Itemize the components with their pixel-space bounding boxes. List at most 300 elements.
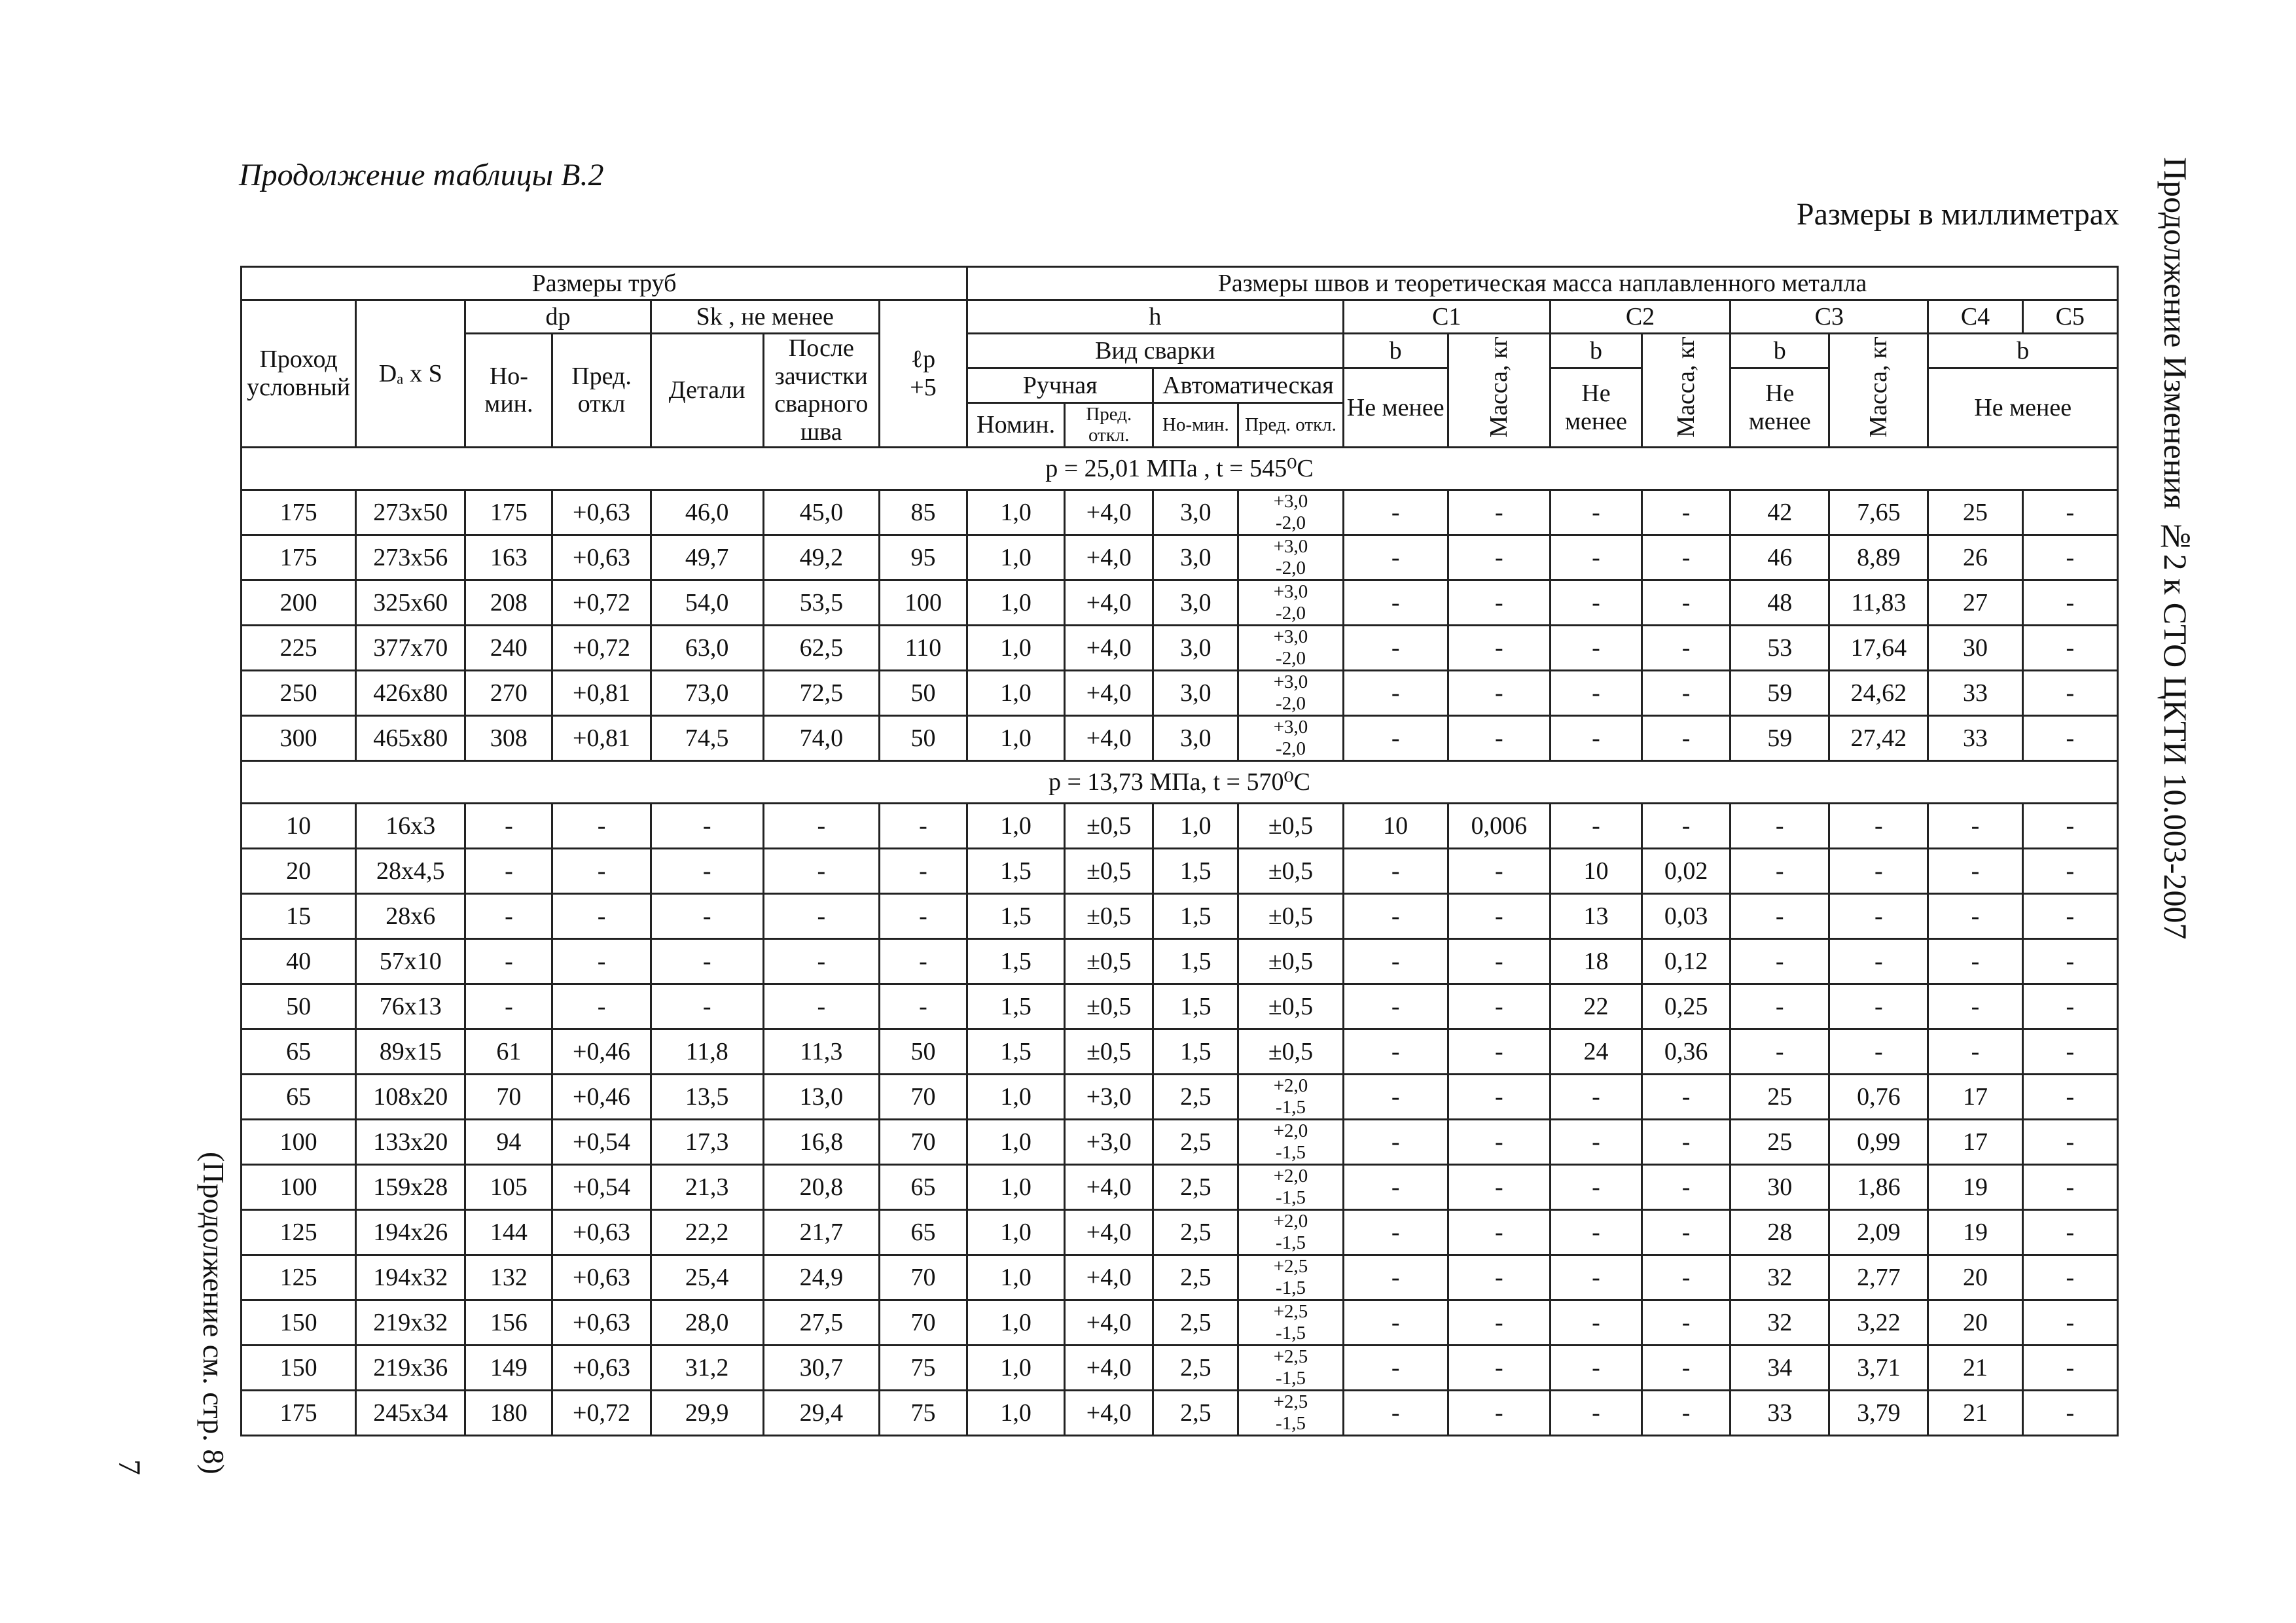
table-cell: 0,006 bbox=[1448, 803, 1550, 848]
table-cell: 273x56 bbox=[356, 535, 465, 580]
table-cell: 20 bbox=[1928, 1300, 2022, 1345]
auto-tolerance-cell bbox=[1238, 1255, 1343, 1300]
header-lp-tol: +5 bbox=[910, 373, 937, 401]
table-cell: 17 bbox=[1928, 1119, 2022, 1164]
table-cell: 1,0 bbox=[967, 1255, 1065, 1300]
table-cell: 1,0 bbox=[967, 1390, 1065, 1435]
table-cell: 30,7 bbox=[763, 1345, 879, 1390]
table-cell: 32 bbox=[1731, 1255, 1829, 1300]
table-cell: 1,0 bbox=[967, 715, 1065, 760]
table-cell: - bbox=[1343, 670, 1448, 715]
table-cell: 72,5 bbox=[763, 670, 879, 715]
table-cell: 144 bbox=[465, 1209, 552, 1255]
page-number: 7 bbox=[112, 1459, 147, 1475]
table-cell: +0,72 bbox=[552, 580, 651, 625]
table-cell: - bbox=[1550, 1345, 1641, 1390]
table-cell: 30 bbox=[1731, 1164, 1829, 1209]
table-cell: - bbox=[2022, 1300, 2117, 1345]
table-cell: +4,0 bbox=[1065, 1345, 1153, 1390]
table-cell: 24,62 bbox=[1829, 670, 1928, 715]
table-cell: 110 bbox=[879, 625, 967, 670]
header-c3-not-less: Не менее bbox=[1731, 368, 1829, 448]
tolerance-lower: -1,5 bbox=[1276, 1141, 1306, 1163]
table-cell: - bbox=[1448, 893, 1550, 938]
table-cell: 70 bbox=[879, 1119, 967, 1164]
table-cell: 2,5 bbox=[1153, 1255, 1238, 1300]
tolerance-lower: -2,0 bbox=[1276, 692, 1306, 714]
table-cell: 25 bbox=[1928, 490, 2022, 535]
table-cell: 0,25 bbox=[1642, 984, 1731, 1029]
table-row bbox=[242, 580, 2118, 625]
table-cell: - bbox=[1448, 1255, 1550, 1300]
table-cell: 19 bbox=[1928, 1209, 2022, 1255]
table-cell: 100 bbox=[879, 580, 967, 625]
table-cell: - bbox=[2022, 1074, 2117, 1119]
table-cell: +4,0 bbox=[1065, 1390, 1153, 1435]
table-cell: - bbox=[1343, 580, 1448, 625]
table-cell: - bbox=[1448, 848, 1550, 893]
table-cell: ±0,5 bbox=[1065, 803, 1153, 848]
table-cell: - bbox=[1642, 1255, 1731, 1300]
table-cell: - bbox=[651, 984, 763, 1029]
table-cell: 1,0 bbox=[967, 490, 1065, 535]
table-cell: - bbox=[2022, 535, 2117, 580]
tolerance-upper: +2,5 bbox=[1273, 1391, 1308, 1413]
header-dp-nom: Но-мин. bbox=[465, 334, 552, 448]
table-cell: 219x36 bbox=[356, 1345, 465, 1390]
table-cell: 46,0 bbox=[651, 490, 763, 535]
table-cell: - bbox=[1928, 848, 2022, 893]
table-cell: 240 bbox=[465, 625, 552, 670]
table-cell: - bbox=[2022, 803, 2117, 848]
table-cell: 25 bbox=[1731, 1074, 1829, 1119]
table-cell: 194x26 bbox=[356, 1209, 465, 1255]
header-c1-b: b bbox=[1343, 334, 1448, 368]
table-cell: +0,63 bbox=[552, 1300, 651, 1345]
tolerance-lower: -1,5 bbox=[1276, 1322, 1306, 1344]
table-cell: 2,5 bbox=[1153, 1300, 1238, 1345]
table-cell: 70 bbox=[879, 1074, 967, 1119]
continuation-note: (Продолжение см. стр. 8) bbox=[197, 1152, 230, 1474]
table-cell: 125 bbox=[242, 1209, 356, 1255]
table-cell: 49,7 bbox=[651, 535, 763, 580]
header-c5: C5 bbox=[2022, 300, 2117, 334]
table-cell: - bbox=[1550, 1390, 1641, 1435]
auto-tolerance-cell: ±0,5 bbox=[1238, 1029, 1343, 1074]
header-detail: Детали bbox=[651, 334, 763, 448]
table-cell: - bbox=[552, 803, 651, 848]
table-row bbox=[242, 1255, 2118, 1300]
tolerance-lower: -2,0 bbox=[1276, 647, 1306, 669]
table-cell: 59 bbox=[1731, 670, 1829, 715]
table-cell: +0,72 bbox=[552, 1390, 651, 1435]
header-c3-mass-label: Масса, кг bbox=[1865, 336, 1893, 438]
table-cell: - bbox=[2022, 490, 2117, 535]
table-cell: 65 bbox=[879, 1164, 967, 1209]
table-cell: 1,0 bbox=[967, 803, 1065, 848]
table-row bbox=[242, 1164, 2118, 1209]
table-cell: 62,5 bbox=[763, 625, 879, 670]
table-cell: 1,0 bbox=[967, 625, 1065, 670]
table-cell: 13,5 bbox=[651, 1074, 763, 1119]
table-cell: - bbox=[2022, 848, 2117, 893]
table-cell: +4,0 bbox=[1065, 670, 1153, 715]
table-cell: 273x50 bbox=[356, 490, 465, 535]
header-c3-mass bbox=[1829, 334, 1928, 448]
table-cell: 3,79 bbox=[1829, 1390, 1928, 1435]
pipe-weld-table bbox=[240, 266, 2119, 1436]
table-cell: - bbox=[1642, 715, 1731, 760]
table-cell: - bbox=[1928, 938, 2022, 984]
table-cell: - bbox=[1642, 490, 1731, 535]
table-cell: 300 bbox=[242, 715, 356, 760]
table-cell: 1,5 bbox=[967, 984, 1065, 1029]
table-cell: - bbox=[1448, 490, 1550, 535]
table-cell: 13,0 bbox=[763, 1074, 879, 1119]
header-c1-mass bbox=[1448, 334, 1550, 448]
table-cell: - bbox=[1731, 848, 1829, 893]
header-passage: Проход условный bbox=[242, 300, 356, 448]
table-cell: - bbox=[1550, 625, 1641, 670]
table-cell: 8,89 bbox=[1829, 535, 1928, 580]
table-cell: - bbox=[465, 938, 552, 984]
table-cell: - bbox=[552, 848, 651, 893]
table-cell: - bbox=[1642, 1390, 1731, 1435]
table-cell: - bbox=[465, 893, 552, 938]
table-cell: - bbox=[2022, 670, 2117, 715]
table-cell: - bbox=[1642, 1164, 1731, 1209]
table-cell: 42 bbox=[1731, 490, 1829, 535]
table-cell: 2,5 bbox=[1153, 1345, 1238, 1390]
table-cell: 132 bbox=[465, 1255, 552, 1300]
table-cell: - bbox=[1642, 1209, 1731, 1255]
table-cell: 54,0 bbox=[651, 580, 763, 625]
table-cell: - bbox=[763, 803, 879, 848]
table-cell: 150 bbox=[242, 1300, 356, 1345]
tolerance-upper: +3,0 bbox=[1273, 671, 1308, 693]
table-cell: 33 bbox=[1731, 1390, 1829, 1435]
table-cell: 1,5 bbox=[1153, 984, 1238, 1029]
table-cell: - bbox=[763, 848, 879, 893]
tolerance-lower: -1,5 bbox=[1276, 1186, 1306, 1208]
table-cell: 325x60 bbox=[356, 580, 465, 625]
table-cell: - bbox=[1642, 670, 1731, 715]
table-cell: 70 bbox=[465, 1074, 552, 1119]
header-c45-not-less: Не менее bbox=[1928, 368, 2118, 448]
table-cell: - bbox=[1343, 1074, 1448, 1119]
table-cell: - bbox=[1550, 715, 1641, 760]
table-cell: 1,5 bbox=[967, 893, 1065, 938]
table-row bbox=[242, 1345, 2118, 1390]
header-c3: C3 bbox=[1731, 300, 1928, 334]
table-cell: 105 bbox=[465, 1164, 552, 1209]
section-title: p = 13,73 МПа, t = 570⁰С bbox=[242, 760, 2118, 803]
table-cell: +3,0 bbox=[1065, 1074, 1153, 1119]
table-cell: - bbox=[2022, 715, 2117, 760]
table-cell: - bbox=[1448, 984, 1550, 1029]
table-cell: 2,5 bbox=[1153, 1209, 1238, 1255]
table-cell: 10 bbox=[242, 803, 356, 848]
table-cell: 31,2 bbox=[651, 1345, 763, 1390]
header-c3-b: b bbox=[1731, 334, 1829, 368]
table-cell: 70 bbox=[879, 1300, 967, 1345]
table-cell: 28x6 bbox=[356, 893, 465, 938]
auto-tolerance-cell bbox=[1238, 625, 1343, 670]
auto-tolerance-cell bbox=[1238, 715, 1343, 760]
table-cell: - bbox=[2022, 984, 2117, 1029]
table-cell: 163 bbox=[465, 535, 552, 580]
table-cell: - bbox=[2022, 1209, 2117, 1255]
table-cell: 16,8 bbox=[763, 1119, 879, 1164]
auto-tolerance-cell bbox=[1238, 1300, 1343, 1345]
table-cell: - bbox=[1928, 1029, 2022, 1074]
table-cell: - bbox=[1642, 535, 1731, 580]
table-cell: 34 bbox=[1731, 1345, 1829, 1390]
header-pipe-sizes: Размеры труб bbox=[242, 267, 967, 300]
table-cell: 10 bbox=[1550, 848, 1641, 893]
auto-tolerance-cell: ±0,5 bbox=[1238, 984, 1343, 1029]
table-cell: 1,5 bbox=[1153, 848, 1238, 893]
header-da-s: Dₐ x S bbox=[356, 300, 465, 448]
table-cell: - bbox=[1343, 984, 1448, 1029]
table-cell: - bbox=[651, 848, 763, 893]
table-cell: 89x15 bbox=[356, 1029, 465, 1074]
table-cell: - bbox=[1642, 1074, 1731, 1119]
table-cell: +4,0 bbox=[1065, 1255, 1153, 1300]
table-cell: 149 bbox=[465, 1345, 552, 1390]
header-after-clean: После зачистки сварного шва bbox=[763, 334, 879, 448]
table-cell: - bbox=[879, 893, 967, 938]
table-cell: - bbox=[1343, 715, 1448, 760]
table-cell: - bbox=[1448, 1345, 1550, 1390]
table-cell: 2,5 bbox=[1153, 1390, 1238, 1435]
table-cell: - bbox=[2022, 1164, 2117, 1209]
table-cell: 65 bbox=[242, 1074, 356, 1119]
table-cell: - bbox=[1448, 1209, 1550, 1255]
table-cell: 3,0 bbox=[1153, 490, 1238, 535]
tolerance-upper: +2,0 bbox=[1273, 1120, 1308, 1142]
table-cell: 59 bbox=[1731, 715, 1829, 760]
table-cell: - bbox=[1550, 1164, 1641, 1209]
table-cell: 175 bbox=[242, 1390, 356, 1435]
table-cell: - bbox=[1448, 715, 1550, 760]
table-row bbox=[242, 984, 2118, 1029]
table-cell: 1,0 bbox=[967, 1164, 1065, 1209]
table-cell: 65 bbox=[879, 1209, 967, 1255]
table-cell: - bbox=[1448, 580, 1550, 625]
table-cell: - bbox=[552, 984, 651, 1029]
table-cell: +0,63 bbox=[552, 535, 651, 580]
table-row bbox=[242, 670, 2118, 715]
table-cell: - bbox=[1343, 1029, 1448, 1074]
table-cell: +3,0 bbox=[1065, 1119, 1153, 1164]
table-cell: 175 bbox=[242, 490, 356, 535]
table-cell: - bbox=[1448, 1390, 1550, 1435]
auto-tolerance-cell bbox=[1238, 535, 1343, 580]
header-c2-b: b bbox=[1550, 334, 1641, 368]
table-cell: +0,63 bbox=[552, 1345, 651, 1390]
header-lp bbox=[879, 300, 967, 448]
table-cell: - bbox=[1550, 490, 1641, 535]
table-cell: - bbox=[1343, 490, 1448, 535]
table-cell: - bbox=[1550, 1255, 1641, 1300]
table-cell: - bbox=[1829, 1029, 1928, 1074]
table-cell: 15 bbox=[242, 893, 356, 938]
header-c2-mass bbox=[1642, 334, 1731, 448]
table-cell: - bbox=[1448, 670, 1550, 715]
header-manual-nom: Номин. bbox=[967, 403, 1065, 448]
table-cell: 95 bbox=[879, 535, 967, 580]
tolerance-lower: -1,5 bbox=[1276, 1232, 1306, 1253]
table-cell: +0,72 bbox=[552, 625, 651, 670]
table-cell: 150 bbox=[242, 1345, 356, 1390]
table-cell: - bbox=[763, 893, 879, 938]
table-cell: 50 bbox=[879, 715, 967, 760]
table-cell: 76x13 bbox=[356, 984, 465, 1029]
table-cell: 1,0 bbox=[967, 580, 1065, 625]
table-cell: 53,5 bbox=[763, 580, 879, 625]
tolerance-upper: +3,0 bbox=[1273, 581, 1308, 603]
table-cell: 0,12 bbox=[1642, 938, 1731, 984]
table-cell: - bbox=[465, 803, 552, 848]
table-row bbox=[242, 1119, 2118, 1164]
table-cell: 28,0 bbox=[651, 1300, 763, 1345]
table-cell: - bbox=[2022, 1029, 2117, 1074]
table-cell: 73,0 bbox=[651, 670, 763, 715]
header-c1-mass-label: Масса, кг bbox=[1485, 336, 1513, 438]
table-cell: ±0,5 bbox=[1065, 938, 1153, 984]
header-manual-dev: Пред. откл. bbox=[1065, 403, 1153, 448]
table-cell: 19 bbox=[1928, 1164, 2022, 1209]
table-cell: 30 bbox=[1928, 625, 2022, 670]
table-cell: 194x32 bbox=[356, 1255, 465, 1300]
table-cell: +0,81 bbox=[552, 715, 651, 760]
table-cell: - bbox=[1343, 1119, 1448, 1164]
table-cell: 24,9 bbox=[763, 1255, 879, 1300]
tolerance-upper: +2,5 bbox=[1273, 1301, 1308, 1323]
auto-tolerance-cell bbox=[1238, 490, 1343, 535]
table-cell: - bbox=[1448, 1074, 1550, 1119]
table-cell: 57x10 bbox=[356, 938, 465, 984]
table-cell: 20 bbox=[242, 848, 356, 893]
table-cell: - bbox=[1731, 803, 1829, 848]
table-caption: Продолжение таблицы В.2 bbox=[239, 158, 604, 192]
table-cell: - bbox=[1550, 1209, 1641, 1255]
table-cell: 208 bbox=[465, 580, 552, 625]
table-row bbox=[242, 535, 2118, 580]
table-cell: 250 bbox=[242, 670, 356, 715]
auto-tolerance-cell: ±0,5 bbox=[1238, 893, 1343, 938]
table-cell: - bbox=[1448, 1119, 1550, 1164]
table-cell: - bbox=[879, 803, 967, 848]
table-cell: 200 bbox=[242, 580, 356, 625]
table-cell: 17 bbox=[1928, 1074, 2022, 1119]
table-row bbox=[242, 1074, 2118, 1119]
table-cell: 1,5 bbox=[1153, 1029, 1238, 1074]
table-cell: 74,5 bbox=[651, 715, 763, 760]
table-cell: 70 bbox=[879, 1255, 967, 1300]
table-cell: 1,5 bbox=[967, 1029, 1065, 1074]
table-cell: 18 bbox=[1550, 938, 1641, 984]
table-cell: +0,54 bbox=[552, 1119, 651, 1164]
table-cell: 377x70 bbox=[356, 625, 465, 670]
table-cell: 3,0 bbox=[1153, 670, 1238, 715]
table-cell: - bbox=[1829, 938, 1928, 984]
header-seam-sizes: Размеры швов и теоретическая масса наплавленного металла bbox=[967, 267, 2118, 300]
table-cell: +4,0 bbox=[1065, 625, 1153, 670]
table-cell: 3,0 bbox=[1153, 715, 1238, 760]
table-cell: - bbox=[1642, 1119, 1731, 1164]
table-cell: 85 bbox=[879, 490, 967, 535]
table-cell: 159x28 bbox=[356, 1164, 465, 1209]
table-cell: 3,22 bbox=[1829, 1300, 1928, 1345]
table-cell: - bbox=[1550, 1119, 1641, 1164]
table-row bbox=[242, 803, 2118, 848]
header-auto-nom: Но-мин. bbox=[1153, 403, 1238, 448]
tolerance-upper: +3,0 bbox=[1273, 536, 1308, 558]
table-cell: 1,5 bbox=[1153, 938, 1238, 984]
table-cell: 24 bbox=[1550, 1029, 1641, 1074]
auto-tolerance-cell: ±0,5 bbox=[1238, 938, 1343, 984]
table-cell: 3,0 bbox=[1153, 625, 1238, 670]
table-cell: - bbox=[1343, 1209, 1448, 1255]
auto-tolerance-cell bbox=[1238, 1164, 1343, 1209]
table-cell: 125 bbox=[242, 1255, 356, 1300]
table-cell: - bbox=[1928, 803, 2022, 848]
table-cell: - bbox=[1448, 535, 1550, 580]
table-cell: ±0,5 bbox=[1065, 848, 1153, 893]
auto-tolerance-cell bbox=[1238, 1345, 1343, 1390]
table-row bbox=[242, 490, 2118, 535]
table-cell: 32 bbox=[1731, 1300, 1829, 1345]
header-dp: dp bbox=[465, 300, 651, 334]
table-cell: - bbox=[879, 848, 967, 893]
table-cell: - bbox=[651, 893, 763, 938]
header-auto: Автоматическая bbox=[1153, 368, 1343, 403]
table-cell: - bbox=[2022, 1345, 2117, 1390]
table-cell: 11,3 bbox=[763, 1029, 879, 1074]
table-cell: - bbox=[1343, 1255, 1448, 1300]
document-running-title: Продолжение Изменения №2 к СТО ЦКТИ 10.003-2007 bbox=[2157, 157, 2194, 940]
table-cell: 75 bbox=[879, 1345, 967, 1390]
table-cell: 17,3 bbox=[651, 1119, 763, 1164]
table-cell: 0,03 bbox=[1642, 893, 1731, 938]
table-cell: 27,42 bbox=[1829, 715, 1928, 760]
table-cell: 0,76 bbox=[1829, 1074, 1928, 1119]
table-cell: 108x20 bbox=[356, 1074, 465, 1119]
table-cell: - bbox=[552, 938, 651, 984]
table-cell: 65 bbox=[242, 1029, 356, 1074]
table-cell: +4,0 bbox=[1065, 490, 1153, 535]
table-cell: 100 bbox=[242, 1164, 356, 1209]
table-cell: - bbox=[1550, 535, 1641, 580]
table-cell: 2,09 bbox=[1829, 1209, 1928, 1255]
table-cell: 1,0 bbox=[967, 1300, 1065, 1345]
table-cell: 100 bbox=[242, 1119, 356, 1164]
table-cell: +0,46 bbox=[552, 1074, 651, 1119]
table-cell: - bbox=[1448, 938, 1550, 984]
tolerance-lower: -2,0 bbox=[1276, 557, 1306, 579]
header-auto-dev: Пред. откл. bbox=[1238, 403, 1343, 448]
header-h: h bbox=[967, 300, 1344, 334]
header-weld-type: Вид сварки bbox=[967, 334, 1344, 368]
tolerance-upper: +3,0 bbox=[1273, 491, 1308, 512]
table-cell: 20 bbox=[1928, 1255, 2022, 1300]
table-cell: - bbox=[1829, 803, 1928, 848]
table-cell: 25 bbox=[1731, 1119, 1829, 1164]
table-cell: 48 bbox=[1731, 580, 1829, 625]
table-cell: - bbox=[1731, 938, 1829, 984]
